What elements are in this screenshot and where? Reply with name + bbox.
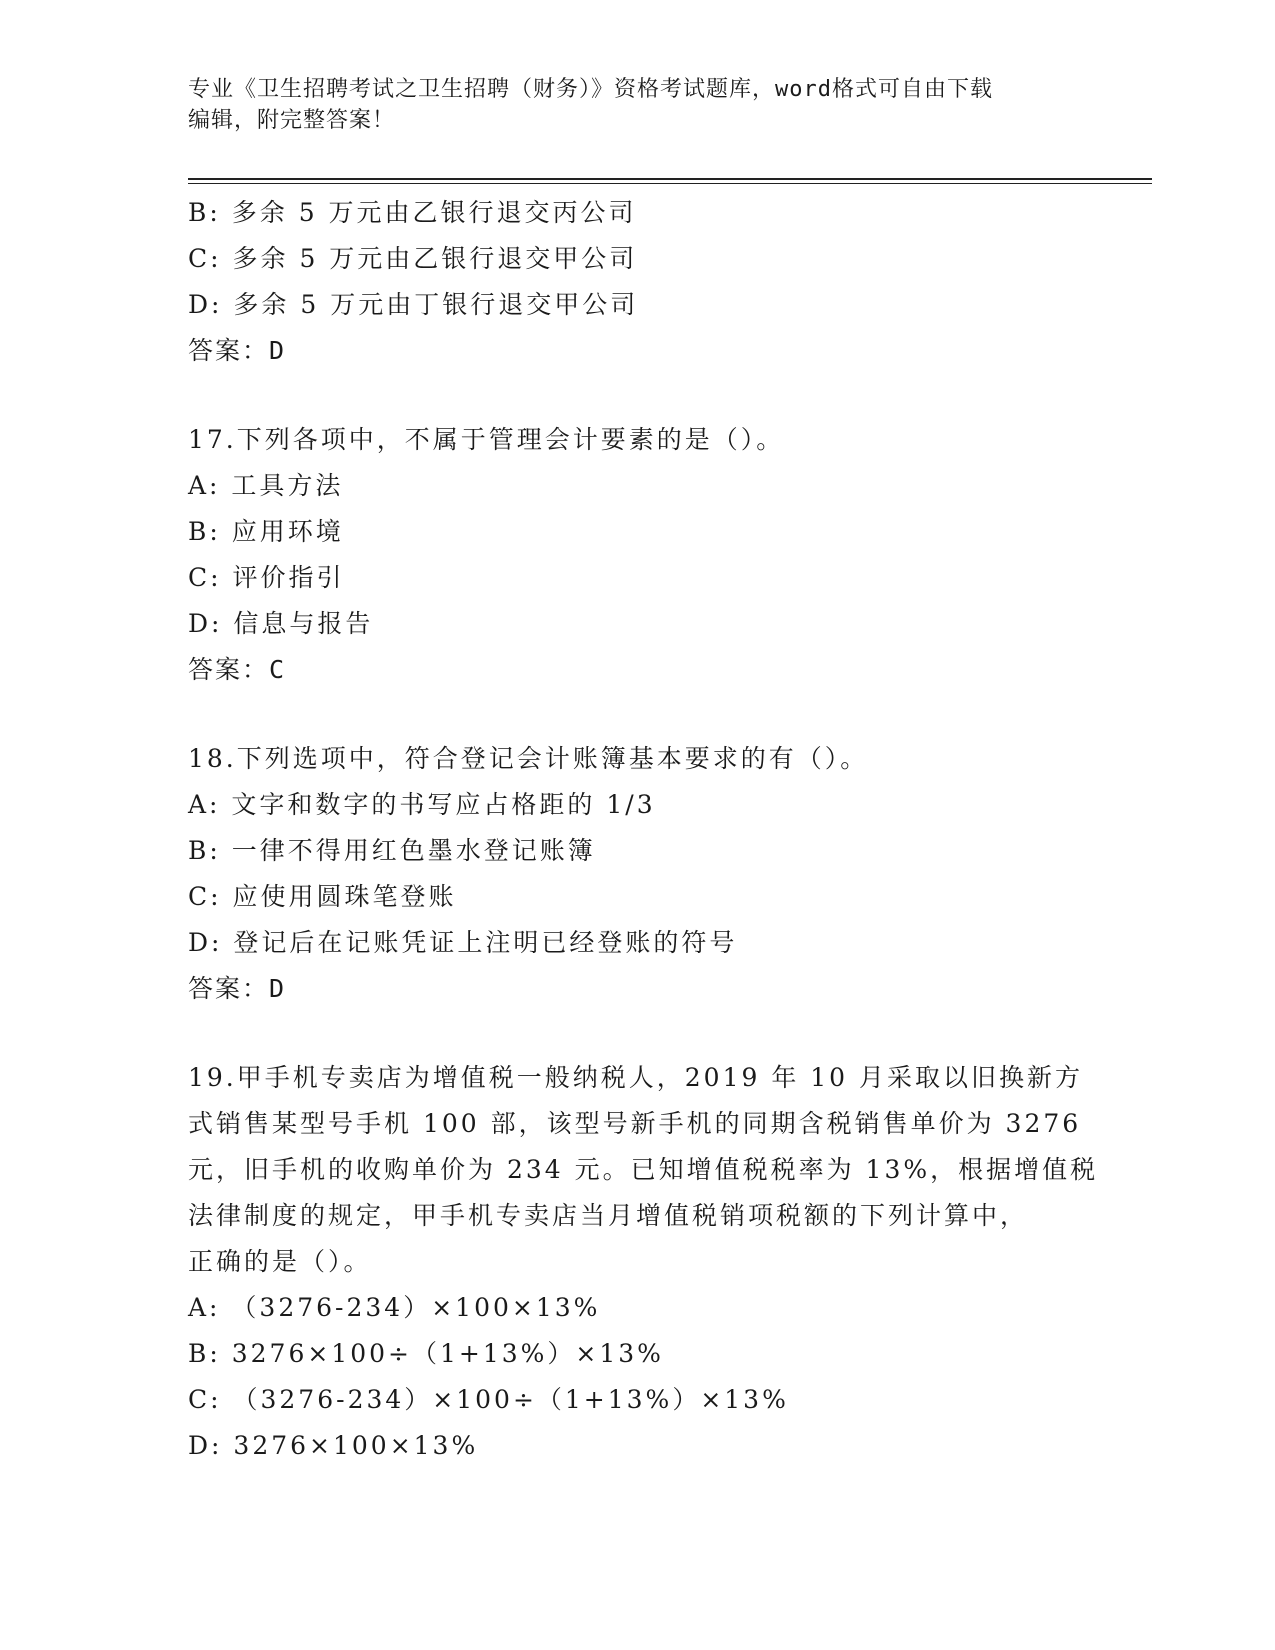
header-line-2: 编辑，附完整答案！ xyxy=(188,108,396,133)
option-d: D: 登记后在记账凭证上注明已经登账的符号 xyxy=(188,928,738,957)
question-18 xyxy=(188,736,1088,1012)
option-c: C: 多余 5 万元由乙银行退交甲公司 xyxy=(188,244,638,273)
question-text-line-3: 元，旧手机的收购单价为 234 元。已知增值税税率为 13%，根据增值税 xyxy=(188,1155,1099,1184)
option-b: B: 应用环境 xyxy=(188,517,344,546)
question-17 xyxy=(188,417,1088,693)
option-a: A: 工具方法 xyxy=(188,471,344,500)
option-a: A: 文字和数字的书写应占格距的 1/3 xyxy=(188,790,656,819)
option-b: B: 多余 5 万元由乙银行退交丙公司 xyxy=(188,198,637,227)
document-header xyxy=(188,74,1068,136)
option-d: D: 3276×100×13% xyxy=(188,1431,479,1460)
option-b: B: 一律不得用红色墨水登记账簿 xyxy=(188,836,596,865)
option-b: B: 3276×100÷（1+13%）×13% xyxy=(188,1339,664,1368)
option-d: D: 多余 5 万元由丁银行退交甲公司 xyxy=(188,290,639,319)
spacer xyxy=(188,693,1088,736)
answer: 答案：D xyxy=(188,336,287,365)
question-text-line-4: 法律制度的规定，甲手机专卖店当月增值税销项税额的下列计算中， xyxy=(188,1201,1029,1230)
answer: 答案：C xyxy=(188,655,287,684)
option-c: C: 评价指引 xyxy=(188,563,345,592)
option-c: C: （3276-234）×100÷（1+13%）×13% xyxy=(188,1385,789,1414)
question-19 xyxy=(188,1055,1099,1469)
question-text-line-5: 正确的是（）。 xyxy=(188,1247,372,1276)
question-16-tail xyxy=(188,190,1088,374)
question-content xyxy=(188,190,1099,1469)
question-text-line-1: 19.甲手机专卖店为增值税一般纳税人，2019 年 10 月采取以旧换新方 xyxy=(188,1063,1084,1092)
spacer xyxy=(188,1012,1088,1055)
option-a: A: （3276-234）×100×13% xyxy=(188,1293,601,1322)
question-text: 18.下列选项中，符合登记会计账簿基本要求的有（）。 xyxy=(188,744,869,773)
header-line-1: 专业《卫生招聘考试之卫生招聘（财务）》资格考试题库，word格式可自由下载 xyxy=(188,77,993,102)
option-d: D: 信息与报告 xyxy=(188,609,374,638)
header-divider-thin xyxy=(188,183,1152,184)
header-divider xyxy=(188,178,1152,180)
option-c: C: 应使用圆珠笔登账 xyxy=(188,882,457,911)
question-text-line-2: 式销售某型号手机 100 部，该型号新手机的同期含税销售单价为 3276 xyxy=(188,1109,1082,1138)
question-text: 17.下列各项中，不属于管理会计要素的是（）。 xyxy=(188,425,785,454)
answer: 答案：D xyxy=(188,974,287,1003)
spacer xyxy=(188,374,1088,417)
